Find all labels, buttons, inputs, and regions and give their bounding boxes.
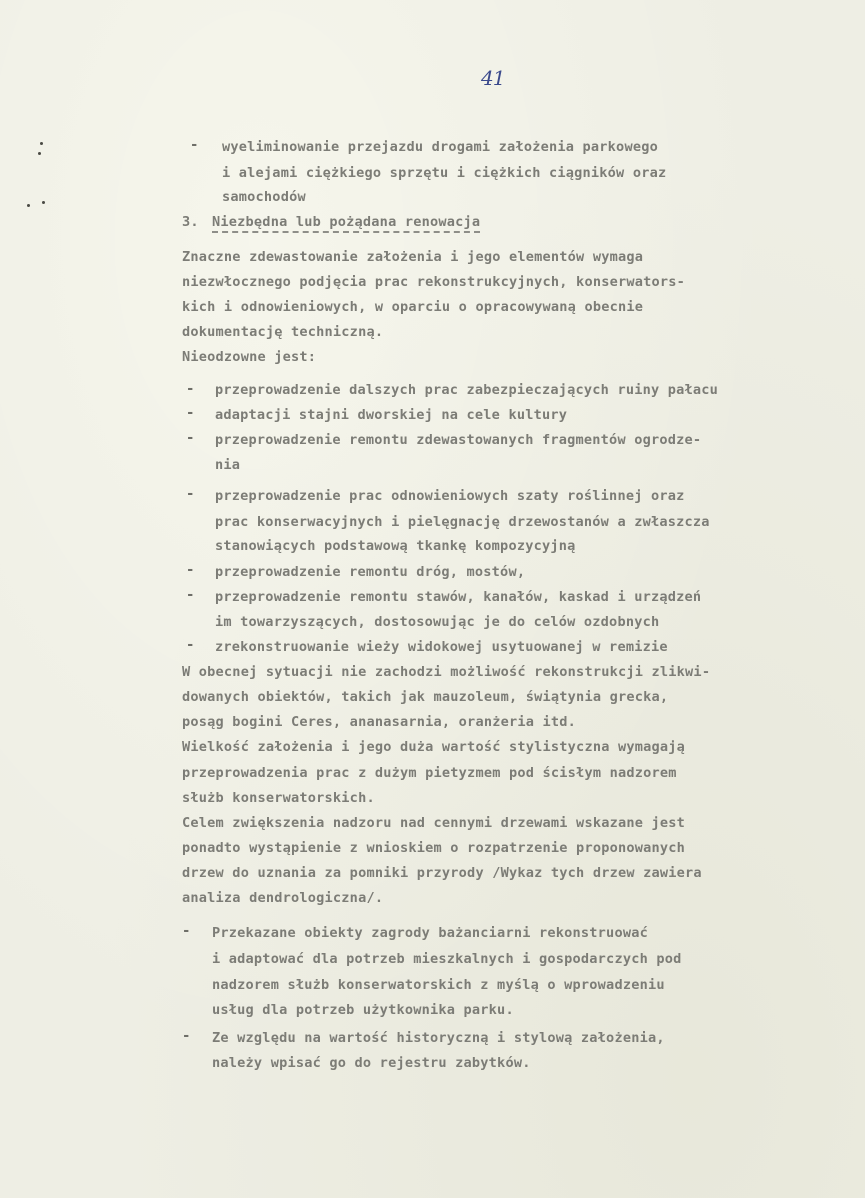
bullet-dash: -: [186, 562, 195, 578]
text-line: i adaptować dla potrzeb mieszkalnych i gospodarczych pod: [212, 951, 682, 967]
bullet-dash: -: [186, 405, 195, 421]
bullet-dash: -: [186, 381, 195, 397]
margin-mark: [42, 201, 45, 204]
text-line: przeprowadzenie prac odnowieniowych szaty roślinnej oraz: [215, 488, 685, 504]
bullet-dash: -: [186, 587, 195, 603]
section-heading: Niezbędna lub pożądana renowacja: [212, 216, 480, 233]
text-line: drzew do uznania za pomniki przyrody /Wykaz tych drzew zawiera: [182, 865, 702, 881]
handwritten-page-number: 41: [481, 66, 505, 90]
text-line: ponadto wystąpienie z wnioskiem o rozpatrzenie proponowanych: [182, 840, 686, 856]
text-line: kich i odnowieniowych, w oparciu o opracowywaną obecnie: [182, 299, 644, 315]
text-line: Przekazane obiekty zagrody bażanciarni rekonstruować: [212, 925, 648, 941]
text-line: służb konserwatorskich.: [182, 790, 375, 806]
text-line: Znaczne zdewastowanie założenia i jego elementów wymaga: [182, 249, 644, 265]
text-line: Nieodzowne jest:: [182, 349, 317, 365]
text-line: W obecnej sytuacji nie zachodzi możliwość rekonstrukcji zlikwi-: [182, 664, 711, 680]
text-line: przeprowadzenie remontu dróg, mostów,: [215, 564, 526, 580]
text-line: przeprowadzenia prac z dużym pietyzmem pod ścisłym nadzorem: [182, 765, 677, 781]
text-line: nia: [215, 457, 241, 473]
bullet-dash: -: [186, 486, 195, 502]
margin-mark: [40, 142, 43, 145]
section-number: 3.: [182, 214, 199, 230]
margin-mark: [38, 152, 41, 155]
text-line: prac konserwacyjnych i pielęgnację drzewostanów a zwłaszcza: [215, 514, 710, 530]
bullet-dash: -: [182, 923, 191, 939]
text-line: wyeliminowanie przejazdu drogami założenia parkowego: [222, 139, 658, 155]
text-line: Celem zwiększenia nadzoru nad cennymi drzewami wskazane jest: [182, 815, 686, 831]
text-line: usług dla potrzeb użytkownika parku.: [212, 1002, 514, 1018]
text-line: dowanych obiektów, takich jak mauzoleum, świątynia grecka,: [182, 689, 669, 705]
text-line: należy wpisać go do rejestru zabytków.: [212, 1055, 531, 1071]
text-line: zrekonstruowanie wieży widokowej usytuowanej w remizie: [215, 639, 668, 655]
text-line: przeprowadzenie remontu zdewastowanych fragmentów ogrodze-: [215, 432, 702, 448]
bullet-dash: -: [186, 637, 195, 653]
margin-mark: [27, 204, 30, 207]
text-line: nadzorem służb konserwatorskich z myślą o wprowadzeniu: [212, 977, 665, 993]
text-line: przeprowadzenie remontu stawów, kanałów, kaskad i urządzeń: [215, 589, 702, 605]
text-line: stanowiących podstawową tkankę kompozycyjną: [215, 538, 576, 554]
text-line: niezwłocznego podjęcia prac rekonstrukcyjnych, konserwators-: [182, 274, 686, 290]
bullet-dash: -: [190, 137, 199, 153]
text-line: Wielkość założenia i jego duża wartość stylistyczna wymagają: [182, 739, 686, 755]
bullet-dash: -: [182, 1028, 191, 1044]
text-line: posąg bogini Ceres, ananasarnia, oranżeria itd.: [182, 714, 577, 730]
text-line: im towarzyszących, dostosowując je do celów ozdobnych: [215, 614, 660, 630]
text-line: analiza dendrologiczna/.: [182, 890, 384, 906]
text-line: Ze względu na wartość historyczną i stylową założenia,: [212, 1030, 665, 1046]
text-line: przeprowadzenie dalszych prac zabezpieczających ruiny pałacu: [215, 382, 719, 398]
text-line: samochodów: [222, 189, 306, 205]
bullet-dash: -: [186, 430, 195, 446]
text-line: adaptacji stajni dworskiej na cele kultury: [215, 407, 568, 423]
text-line: dokumentację techniczną.: [182, 324, 384, 340]
text-line: i alejami ciężkiego sprzętu i ciężkich ciągników oraz: [222, 165, 667, 181]
